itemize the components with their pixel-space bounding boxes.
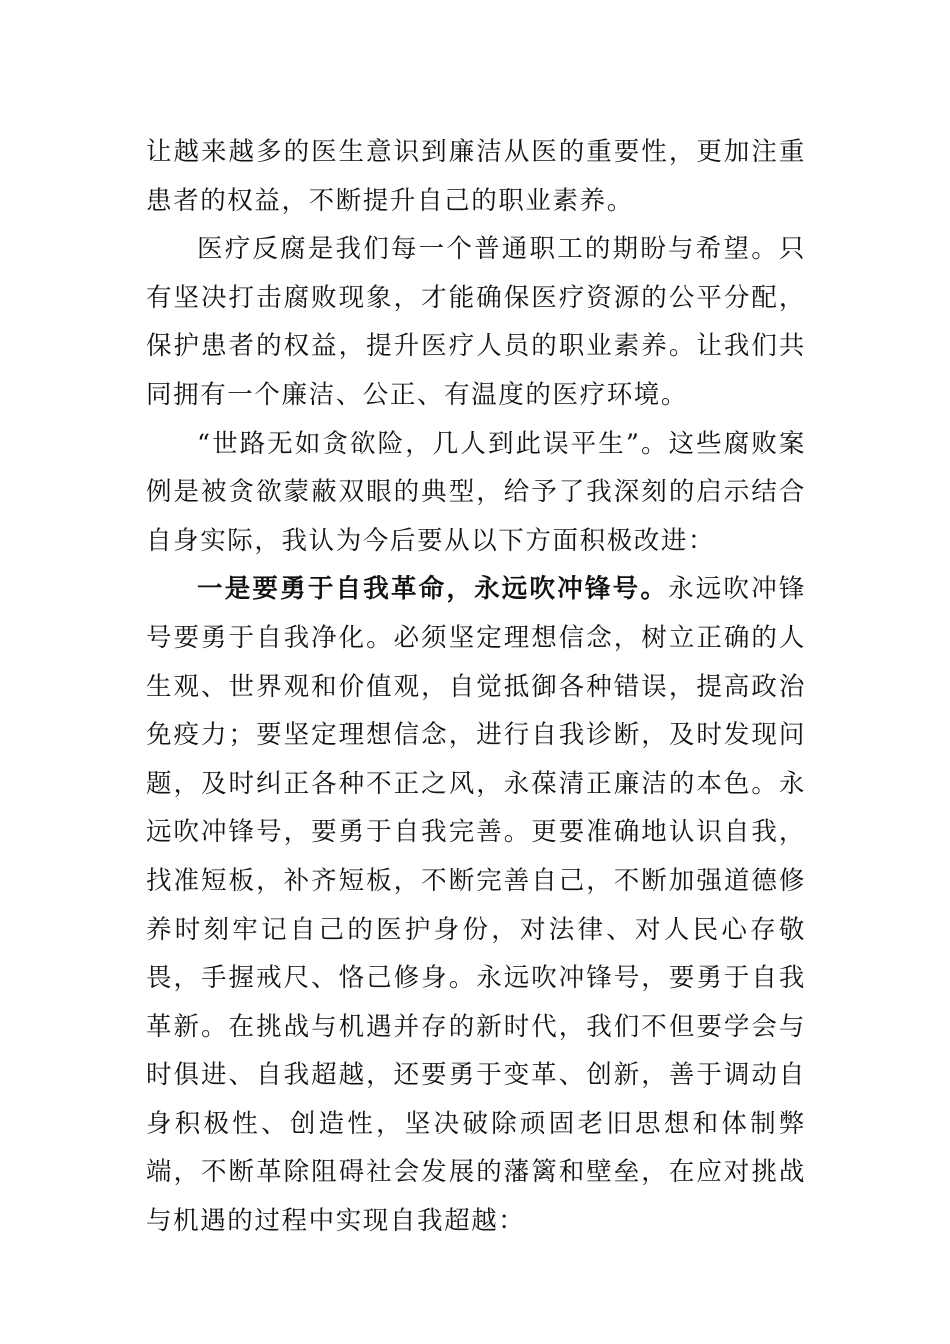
paragraph-continuation (146, 128, 806, 225)
paragraph-text: 医疗反腐是我们每一个普通职工的期盼与希望。只有坚决打击腐败现象，才能确保医疗资源的公平分配，保护患者的权益，提升医疗人员的职业素养。让我们共同拥有一个廉洁、公正、有温度的医疗环境。 (146, 234, 806, 410)
paragraph-self-revolution (146, 565, 806, 1245)
paragraph-quote (146, 420, 806, 566)
document-body (146, 128, 806, 1246)
paragraph-text: 永远吹冲锋号要勇于自我净化。必须坚定理想信念，树立正确的人生观、世界观和价值观，自觉抵御各种错误，提高政治免疫力；要坚定理想信念，进行自我诊断，及时发现问题，及时纠正各种不正之风，永葆清正廉洁的本色。永远吹冲锋号，要勇于自我完善。更要准确地认识自我，找准短板，补齐短板，不断完善自己，不断加强道德修养时刻牢记自己的医护身份，对法律、对人民心存敬畏，手握戒尺、恪己修身。永远吹冲锋号，要勇于自我革新。在挑战与机遇并存的新时代，我们不但要学会与时俱进、自我超越，还要勇于变革、创新，善于调动自身积极性、创造性，坚决破除顽固老旧思想和体制弊端，不断革除阻碍社会发展的藩篱和壁垒，在应对挑战与机遇的过程中实现自我超越： (146, 574, 806, 1237)
paragraph-text: 让越来越多的医生意识到廉洁从医的重要性，更加注重患者的权益，不断提升自己的职业素养。 (146, 137, 806, 216)
paragraph-bold-heading: 一是要勇于自我革命，永远吹冲锋号。 (197, 574, 669, 605)
paragraph-medical-anticorruption (146, 225, 806, 419)
paragraph-text: “世路无如贪欲险，几人到此误平生”。这些腐败案例是被贪欲蒙蔽双眼的典型，给予了我深刻的启示结合自身实际，我认为今后要从以下方面积极改进： (146, 428, 806, 556)
